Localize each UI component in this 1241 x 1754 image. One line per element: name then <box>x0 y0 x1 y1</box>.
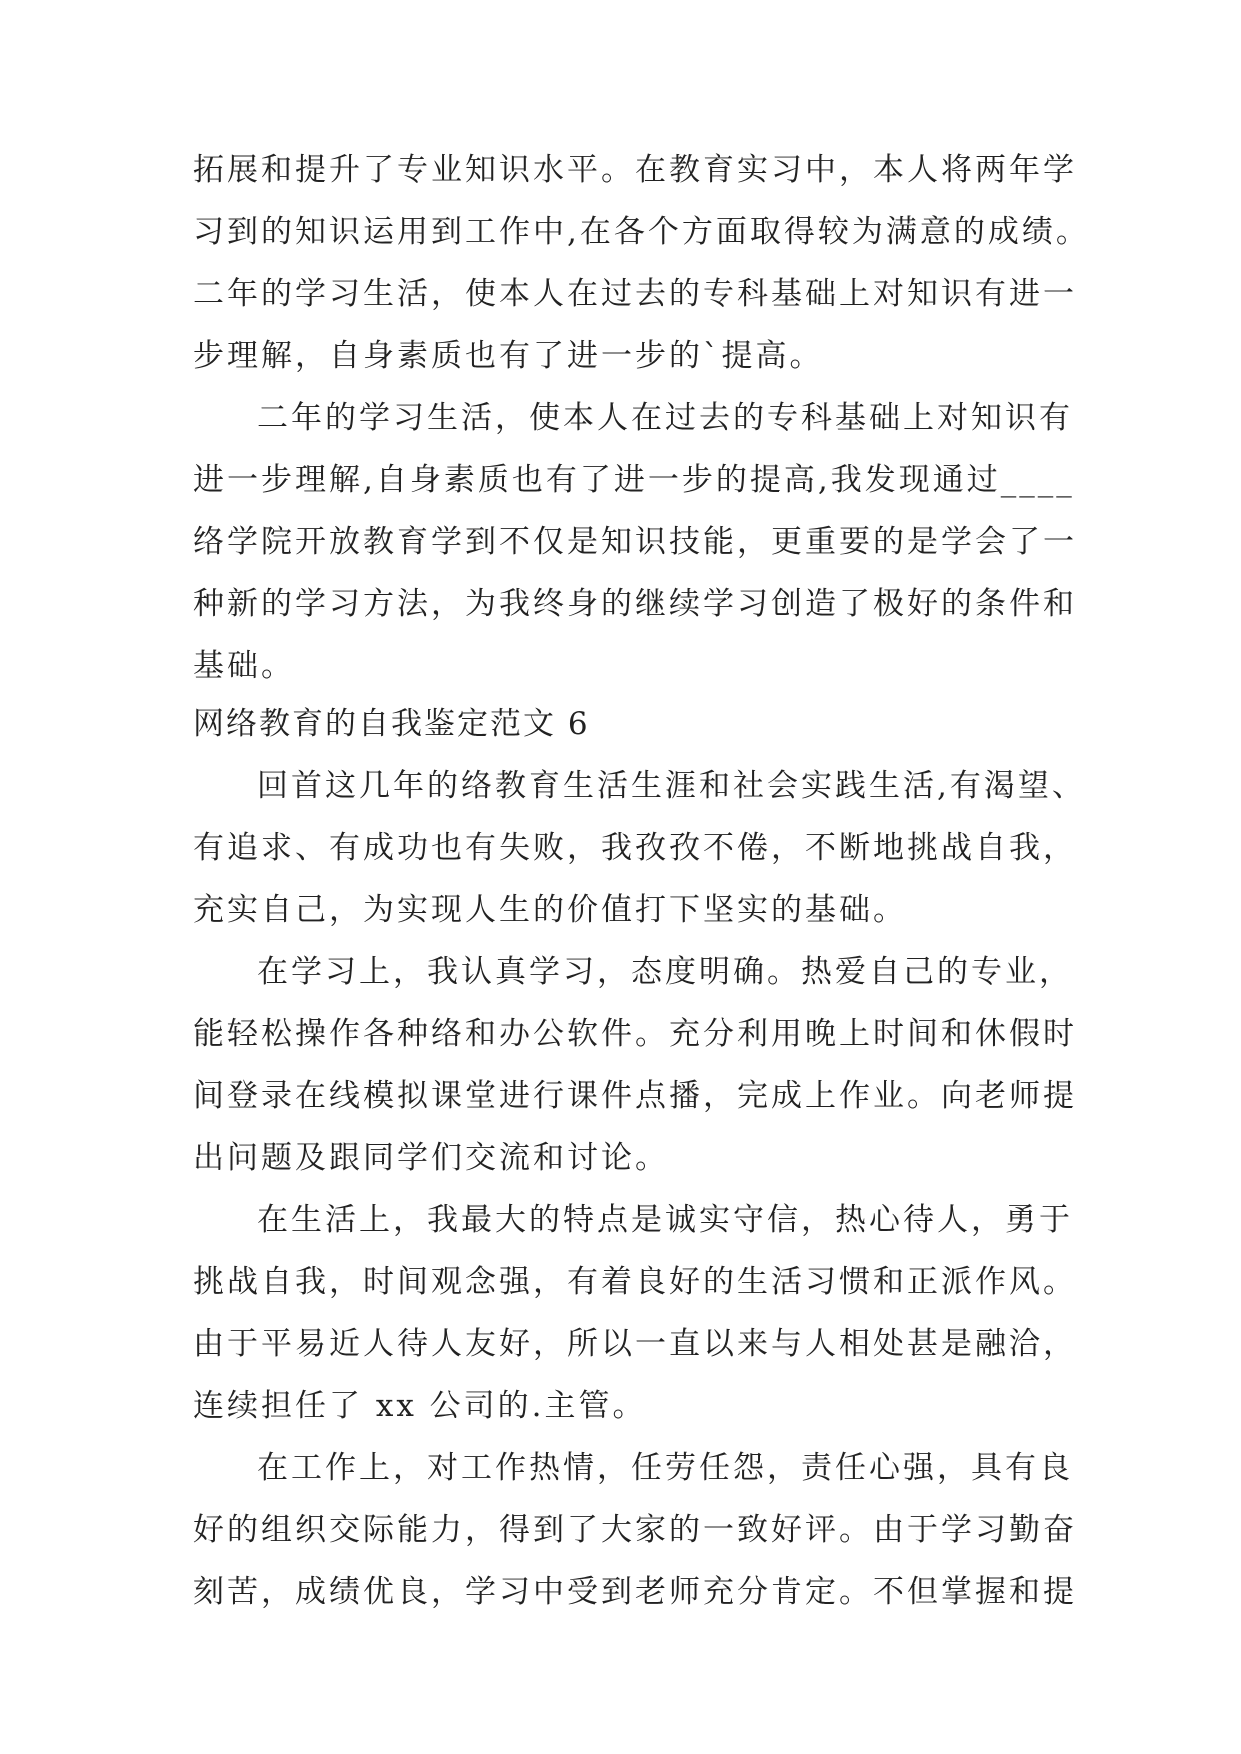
body-text-line: 习到的知识运用到工作中,在各个方面取得较为满意的成绩。 <box>193 214 1090 250</box>
body-text-line: 基础。 <box>193 648 295 684</box>
body-text-line: 回首这几年的络教育生活生涯和社会实践生活,有渴望、 <box>257 768 1086 804</box>
body-text-line: 有追求、有成功也有失败，我孜孜不倦，不断地挑战自我， <box>193 830 1077 866</box>
section-heading: 网络教育的自我鉴定范文 6 <box>193 706 590 742</box>
body-text-line: 由于平易近人待人友好，所以一直以来与人相处甚是融洽， <box>193 1326 1077 1362</box>
body-text-line: 间登录在线模拟课堂进行课件点播，完成上作业。向老师提 <box>193 1078 1077 1114</box>
body-text-line: 好的组织交际能力，得到了大家的一致好评。由于学习勤奋 <box>193 1512 1077 1548</box>
body-text-line: 二年的学习生活，使本人在过去的专科基础上对知识有进一 <box>193 276 1077 312</box>
body-text-line: 二年的学习生活，使本人在过去的专科基础上对知识有 <box>257 400 1073 436</box>
body-text-line: 种新的学习方法，为我终身的继续学习创造了极好的条件和 <box>193 586 1077 622</box>
body-text-line: 出问题及跟同学们交流和讨论。 <box>193 1140 669 1176</box>
body-text-line: 在生活上，我最大的特点是诚实守信，热心待人，勇于 <box>257 1202 1073 1238</box>
body-text-line: 充实自己，为实现人生的价值打下坚实的基础。 <box>193 892 907 928</box>
body-text-line: 络学院开放教育学到不仅是知识技能，更重要的是学会了一 <box>193 524 1077 560</box>
body-text-line: 刻苦，成绩优良，学习中受到老师充分肯定。不但掌握和提 <box>193 1574 1077 1610</box>
body-text-line: 步理解，自身素质也有了进一步的`提高。 <box>193 338 824 374</box>
body-text-line: 拓展和提升了专业知识水平。在教育实习中，本人将两年学 <box>193 152 1077 188</box>
body-text-line: 连续担任了 xx 公司的.主管。 <box>193 1388 647 1424</box>
body-text-line: 在学习上，我认真学习，态度明确。热爱自己的专业， <box>257 954 1073 990</box>
body-text-line: 挑战自我，时间观念强，有着良好的生活习惯和正派作风。 <box>193 1264 1077 1300</box>
body-text-line: 能轻松操作各种络和办公软件。充分利用晚上时间和休假时 <box>193 1016 1077 1052</box>
body-text-line: 进一步理解,自身素质也有了进一步的提高,我发现通过____ <box>193 462 1075 498</box>
body-text-line: 在工作上，对工作热情，任劳任怨，责任心强，具有良 <box>257 1450 1073 1486</box>
